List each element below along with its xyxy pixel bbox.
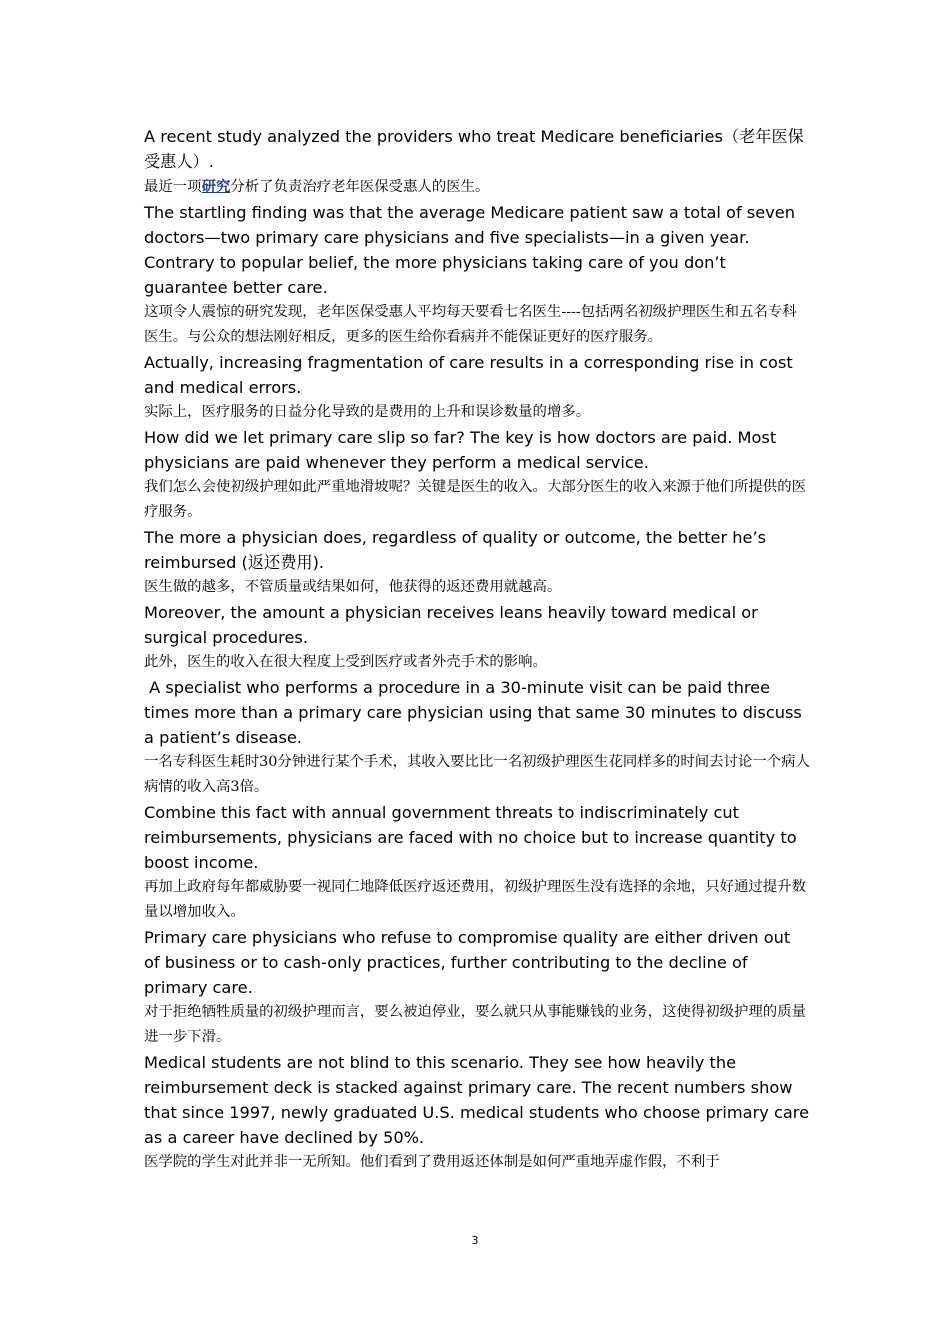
paragraph-en: Primary care physicians who refuse to compromise quality are either driven out of business or to cash-only practices, further contributing to the decline of primary care.: [144, 928, 791, 997]
paragraph-zh: 此外，医生的收入在很大程度上受到医疗或者外壳手术的影响。: [144, 654, 547, 670]
paragraph-zh: 这项令人震惊的研究发现，老年医保受惠人平均每天要看七名医生----包括两名初级护理医生和五名专科医生。与公众的想法刚好相反，更多的医生给你看病并不能保证更好的医疗服务。: [144, 304, 797, 345]
paragraph-en: The more a physician does, regardless of quality or outcome, the better he’s reimbursed (返还费用).: [144, 528, 767, 572]
paragraph-en: The startling finding was that the average Medicare patient saw a total of seven doctors—two primary care physicians and five specialists—in a given year. Contrary to popular belief, the more physicians taking care of you don’t guarantee better care.: [144, 203, 795, 297]
paragraph-en: How did we let primary care slip so far? The key is how doctors are paid. Most physicians are paid whenever they perform a medical service.: [144, 428, 777, 472]
paragraph-text: 分析了负责治疗老年医保受惠人的医生。: [230, 179, 490, 195]
paragraph-zh: 我们怎么会使初级护理如此严重地滑坡呢？关键是医生的收入。大部分医生的收入来源于他们所提供的医疗服务。: [144, 479, 806, 520]
page-number: 3: [471, 1234, 479, 1247]
paragraph-zh: 医生做的越多，不管质量或结果如何，他获得的返还费用就越高。: [144, 579, 562, 595]
paragraph-zh: 医学院的学生对此并非一无所知。他们看到了费用返还体制是如何严重地弄虚作假，不利于: [144, 1154, 720, 1170]
paragraph-zh: 再加上政府每年都威胁要一视同仁地降低医疗返还费用，初级护理医生没有选择的余地，只好通过提升数量以增加收入。: [144, 879, 806, 920]
paragraph-zh: 对于拒绝牺牲质量的初级护理而言，要么被迫停业，要么就只从事能赚钱的业务，这使得初级护理的质量进一步下滑。: [144, 1004, 806, 1045]
paragraph-en: A recent study analyzed the providers who treat Medicare beneficiaries（老年医保受惠人）.: [144, 127, 804, 171]
study-link[interactable]: 研究: [201, 178, 231, 195]
paragraph-en: A specialist who performs a procedure in a 30-minute visit can be paid three times more than a primary care physician using that same 30 minutes to discuss a patient’s disease.: [144, 678, 808, 747]
paragraph-en: Medical students are not blind to this scenario. They see how heavily the reimbursement deck is stacked against primary care. The recent numbers show that since 1997, newly graduated U.S. medical students who choose primary care as a career have declined by 50%.: [144, 1053, 810, 1147]
paragraph-zh: [144, 174, 810, 200]
paragraph-text: 最近一项: [144, 179, 202, 195]
document-body: [144, 124, 810, 1175]
paragraph-en: Moreover, the amount a physician receives leans heavily toward medical or surgical procedures.: [144, 603, 758, 647]
paragraph-en: Actually, increasing fragmentation of care results in a corresponding rise in cost and medical errors.: [144, 353, 793, 397]
paragraph-zh: 一名专科医生耗时30分钟进行某个手术，其收入要比比一名初级护理医生花同样多的时间去讨论一个病人病情的收入高3倍。: [144, 754, 810, 795]
paragraph-en: Combine this fact with annual government threats to indiscriminately cut reimbursements, physicians are faced with no choice but to increase quantity to boost income.: [144, 803, 797, 872]
paragraph-zh: 实际上，医疗服务的日益分化导致的是费用的上升和误诊数量的增多。: [144, 404, 591, 420]
